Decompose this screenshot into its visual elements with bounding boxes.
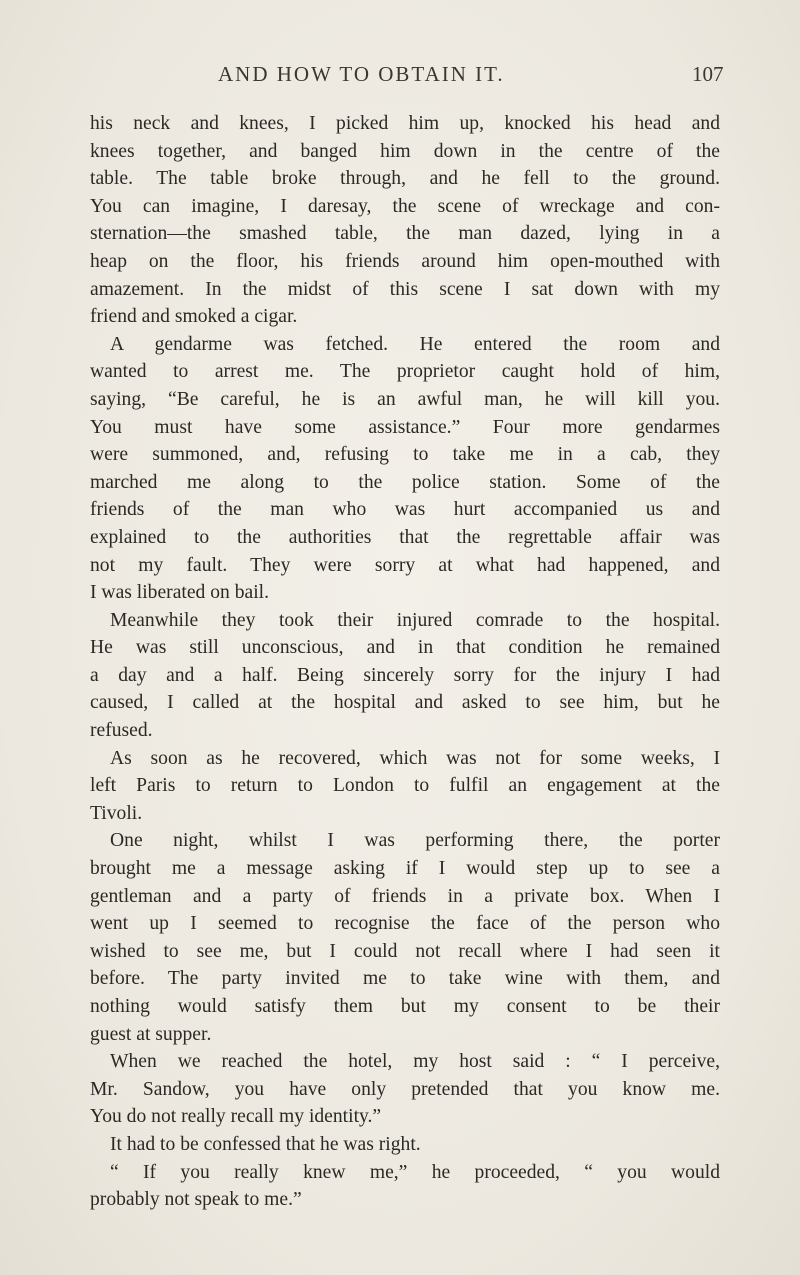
- text-line: explained to the authorities that the regrettable affair was: [90, 526, 720, 548]
- text-line: wished to see me, but I could not recall where I had seen it: [90, 940, 720, 962]
- text-line: It had to be confessed that he was right.: [110, 1133, 421, 1155]
- text-line: left Paris to return to London to fulfil an engagement at the: [90, 775, 720, 797]
- body-text: [90, 110, 720, 1214]
- text-line: friends of the man who was hurt accompanied us and: [90, 499, 720, 521]
- text-line: I was liberated on bail.: [90, 582, 270, 604]
- text-line: amazement. In the midst of this scene I sat down with my: [90, 278, 720, 300]
- text-line: “ If you really knew me,” he proceeded, “ you would: [110, 1161, 720, 1183]
- text-line: table. The table broke through, and he fell to the ground.: [90, 168, 720, 190]
- text-line: not my fault. They were sorry at what had happened, and: [90, 554, 720, 576]
- text-line: You do not really recall my identity.”: [90, 1106, 382, 1128]
- text-line: friend and smoked a cigar.: [90, 306, 298, 328]
- text-line: a day and a half. Being sincerely sorry for the injury I had: [90, 664, 720, 686]
- text-line: One night, whilst I was performing there, the porter: [110, 830, 720, 852]
- text-line: When we reached the hotel, my host said : “ I perceive,: [110, 1051, 720, 1073]
- text-line: As soon as he recovered, which was not for some weeks, I: [110, 747, 720, 769]
- text-line: were summoned, and, refusing to take me in a cab, they: [90, 444, 720, 466]
- text-line: Tivoli.: [90, 802, 143, 824]
- text-line: You can imagine, I daresay, the scene of wreckage and con-: [90, 195, 720, 217]
- text-line: A gendarme was fetched. He entered the room and: [110, 333, 720, 355]
- text-line: knees together, and banged him down in the centre of the: [90, 140, 720, 162]
- page-number: 107: [692, 62, 724, 86]
- text-line: marched me along to the police station. Some of the: [90, 471, 720, 493]
- text-line: You must have some assistance.” Four more gendarmes: [90, 416, 720, 438]
- text-line: sternation—the smashed table, the man dazed, lying in a: [90, 223, 720, 245]
- text-line: caused, I called at the hospital and asked to see him, but he: [90, 692, 720, 714]
- text-line: gentleman and a party of friends in a private box. When I: [90, 885, 720, 907]
- text-line: went up I seemed to recognise the face of the person who: [90, 913, 720, 935]
- text-line: Mr. Sandow, you have only pretended that you know me.: [90, 1078, 720, 1100]
- text-line: guest at supper.: [90, 1023, 212, 1045]
- text-line: heap on the floor, his friends around him open-mouthed with: [90, 250, 720, 272]
- text-line: saying, “Be careful, he is an awful man, he will kill you.: [90, 388, 720, 410]
- text-line: before. The party invited me to take wine with them, and: [90, 968, 720, 990]
- running-head-title: AND HOW TO OBTAIN IT.: [218, 62, 505, 86]
- text-line: probably not speak to me.”: [90, 1189, 302, 1211]
- text-line: brought me a message asking if I would step up to see a: [90, 858, 720, 880]
- text-line: his neck and knees, I picked him up, knocked his head and: [90, 113, 720, 134]
- text-line: He was still unconscious, and in that condition he remained: [90, 637, 720, 659]
- text-line: nothing would satisfy them but my consent to be their: [90, 996, 720, 1017]
- text-line: refused.: [90, 720, 153, 742]
- text-line: Meanwhile they took their injured comrade to the hospital.: [110, 609, 720, 631]
- text-line: wanted to arrest me. The proprietor caught hold of him,: [90, 361, 720, 383]
